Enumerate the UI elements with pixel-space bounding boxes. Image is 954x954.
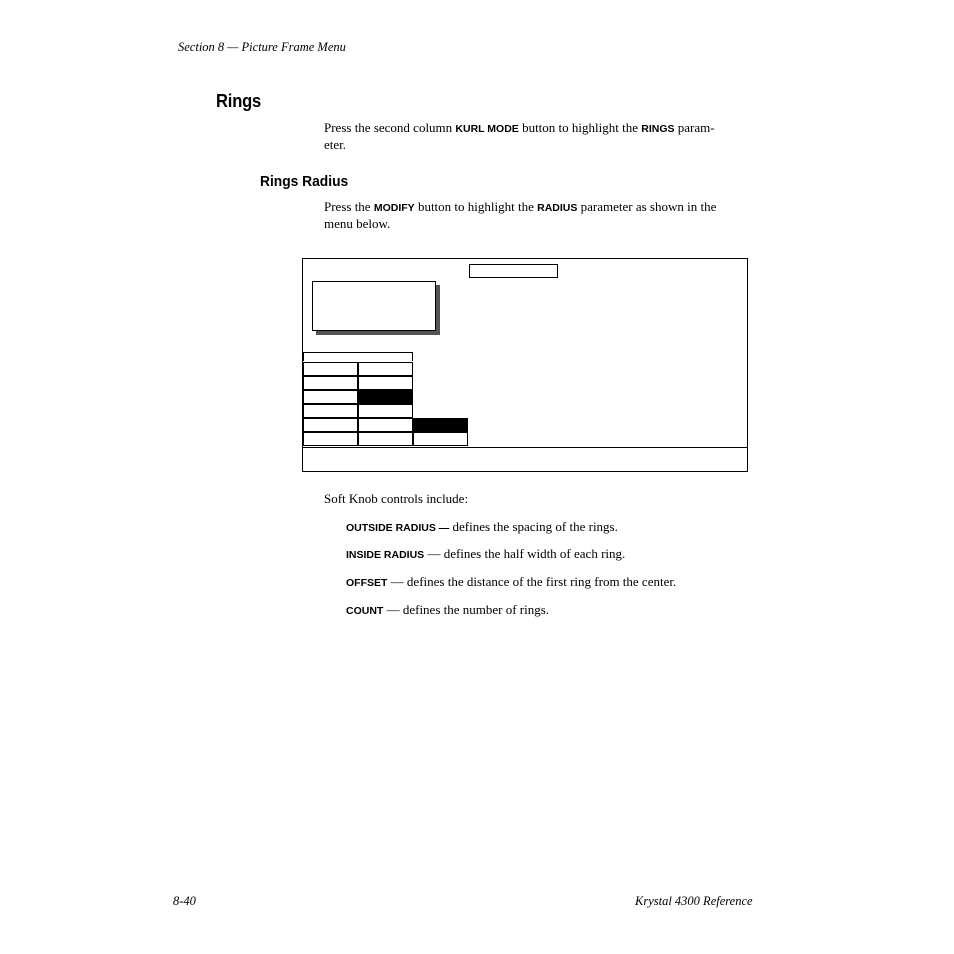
menu-status-divider — [302, 447, 748, 448]
section-title: Rings — [216, 91, 262, 111]
menu-grid-cell — [303, 404, 358, 418]
menu-grid-cell — [358, 432, 413, 446]
page-number: 8-40 — [173, 894, 196, 908]
menu-grid-header — [303, 352, 413, 361]
rings-instruction: Press the second column KURL MODE button to highlight the RINGS param- eter. — [324, 120, 715, 152]
menu-grid-cell — [303, 418, 358, 432]
menu-grid-cell — [413, 418, 468, 432]
soft-knob-item: OUTSIDE RADIUS — defines the spacing of the rings. — [346, 519, 618, 534]
menu-grid-cell — [358, 404, 413, 418]
menu-grid-cell — [358, 362, 413, 376]
soft-knob-item: COUNT — defines the number of rings. — [346, 602, 550, 617]
kurl-mode-keyword: KURL MODE — [455, 123, 519, 135]
menu-grid-cell — [303, 390, 358, 404]
menu-grid-cell — [413, 432, 468, 446]
subsection-title: Rings Radius — [260, 173, 349, 190]
menu-panel-box — [312, 281, 436, 331]
menu-grid-cell — [303, 432, 358, 446]
menu-grid-cell — [358, 376, 413, 390]
rings-keyword: RINGS — [641, 123, 675, 135]
book-title: Krystal 4300 Reference — [635, 894, 753, 908]
menu-grid-cell — [303, 376, 358, 390]
soft-knob-item: INSIDE RADIUS — defines the half width of each ring. — [346, 546, 626, 561]
menu-grid-cell — [358, 390, 413, 404]
soft-knob-intro: Soft Knob controls include: — [324, 491, 469, 506]
running-head: Section 8 — Picture Frame Menu — [178, 40, 346, 54]
radius-keyword: RADIUS — [537, 202, 578, 214]
menu-title-box — [469, 264, 558, 278]
menu-grid-cell — [358, 418, 413, 432]
radius-instruction: Press the MODIFY button to highlight the RADIUS parameter as shown in the menu below. — [324, 199, 717, 231]
menu-grid-cell — [303, 362, 358, 376]
soft-knob-item: OFFSET — defines the distance of the first ring from the center. — [346, 574, 677, 589]
modify-keyword: MODIFY — [373, 202, 415, 214]
